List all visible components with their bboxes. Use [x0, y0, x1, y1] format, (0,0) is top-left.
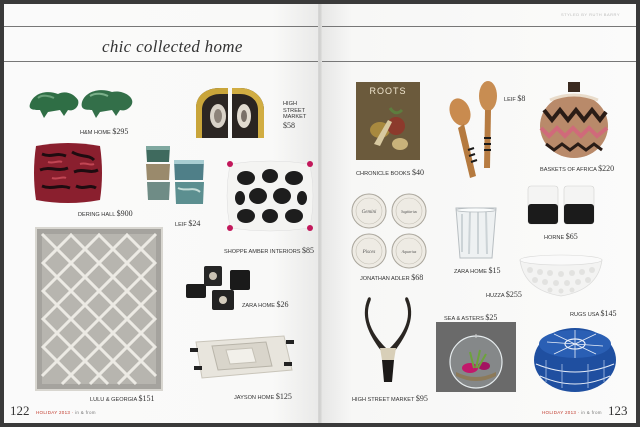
caption-rugs-usa: RUGS USA $145 [570, 309, 617, 318]
caption-chronicle-books: CHRONICLE BOOKS $40 [356, 168, 424, 177]
caption-baskets-of-africa: BASKETS OF AFRICA $220 [540, 164, 615, 173]
plate-label-1: Gemini [361, 210, 377, 215]
ceramic-cups-image [142, 142, 208, 208]
plate-label-2: Sagittarius [401, 210, 417, 214]
roots-book-image [356, 82, 420, 160]
magazine-spread [4, 4, 636, 423]
caption-lulu-georgia: LULU & GEORGIA $151 [90, 394, 155, 403]
zodiac-plates-image [350, 192, 428, 270]
agate-bookends-image [190, 84, 270, 142]
caption-high-street-market-bookends: HIGH STREET MARKET $58 [283, 101, 307, 131]
header-rule-right [322, 26, 636, 62]
caption-hm-home: H&M HOME $295 [80, 127, 129, 136]
caption-leif-cups: LEIF $24 [175, 219, 201, 228]
lattice-rug-image [34, 226, 164, 392]
caption-jonathan-adler: JONATHAN ADLER $68 [360, 273, 424, 282]
caption-leif-spoons: LEIF $8 [504, 94, 526, 103]
tiger-pillow-image [32, 140, 104, 206]
trays-image [188, 322, 298, 384]
caption-high-street-market-horns: HIGH STREET MARKET $95 [352, 394, 428, 403]
book-title: ROOTS [369, 86, 407, 96]
glass-tumbler-image [454, 206, 498, 260]
folio-left: HOLIDAY 2013 · in & from [36, 410, 96, 415]
page-number-left: 122 [10, 403, 30, 418]
caption-dering-hall: DERING HALL $900 [78, 209, 133, 218]
plate-label-4: Aquarius [401, 249, 417, 254]
top-credit: STYLED BY RUTH BARRY [561, 12, 620, 17]
page-number-right: 123 [608, 403, 628, 418]
moroccan-pouf-image [532, 320, 618, 394]
page-gutter [318, 4, 322, 423]
caption-huzza: HUZZA $255 [486, 290, 522, 299]
antelope-horns-image [358, 294, 418, 386]
ikat-pillow-image [224, 156, 316, 236]
hobnail-bowl-image [516, 250, 606, 298]
plate-label-3: Pisces [362, 250, 376, 255]
terrarium-art [436, 322, 516, 392]
folio-right: HOLIDAY 2013 · in & from [542, 410, 602, 415]
caption-zara-home-glass: ZARA HOME $15 [454, 266, 501, 275]
wooden-spoons-image [446, 78, 504, 182]
caption-jayson-home: JAYSON HOME $125 [234, 392, 292, 401]
page-title: chic collected home [102, 37, 243, 56]
woven-basket-image [536, 80, 612, 162]
black-white-cups-image [526, 184, 596, 226]
jade-figurines-image [26, 82, 136, 120]
book-vegetables-art [360, 100, 416, 156]
caption-horne: HORNE $65 [544, 232, 578, 241]
caption-zara-home-rings: ZARA HOME $26 [242, 300, 289, 309]
caption-shoppe-amber-interiors: SHOPPE AMBER INTERIORS $85 [224, 246, 315, 255]
terrarium-image [436, 322, 516, 392]
caption-sea-asters: SEA & ASTERS $25 [444, 313, 498, 322]
